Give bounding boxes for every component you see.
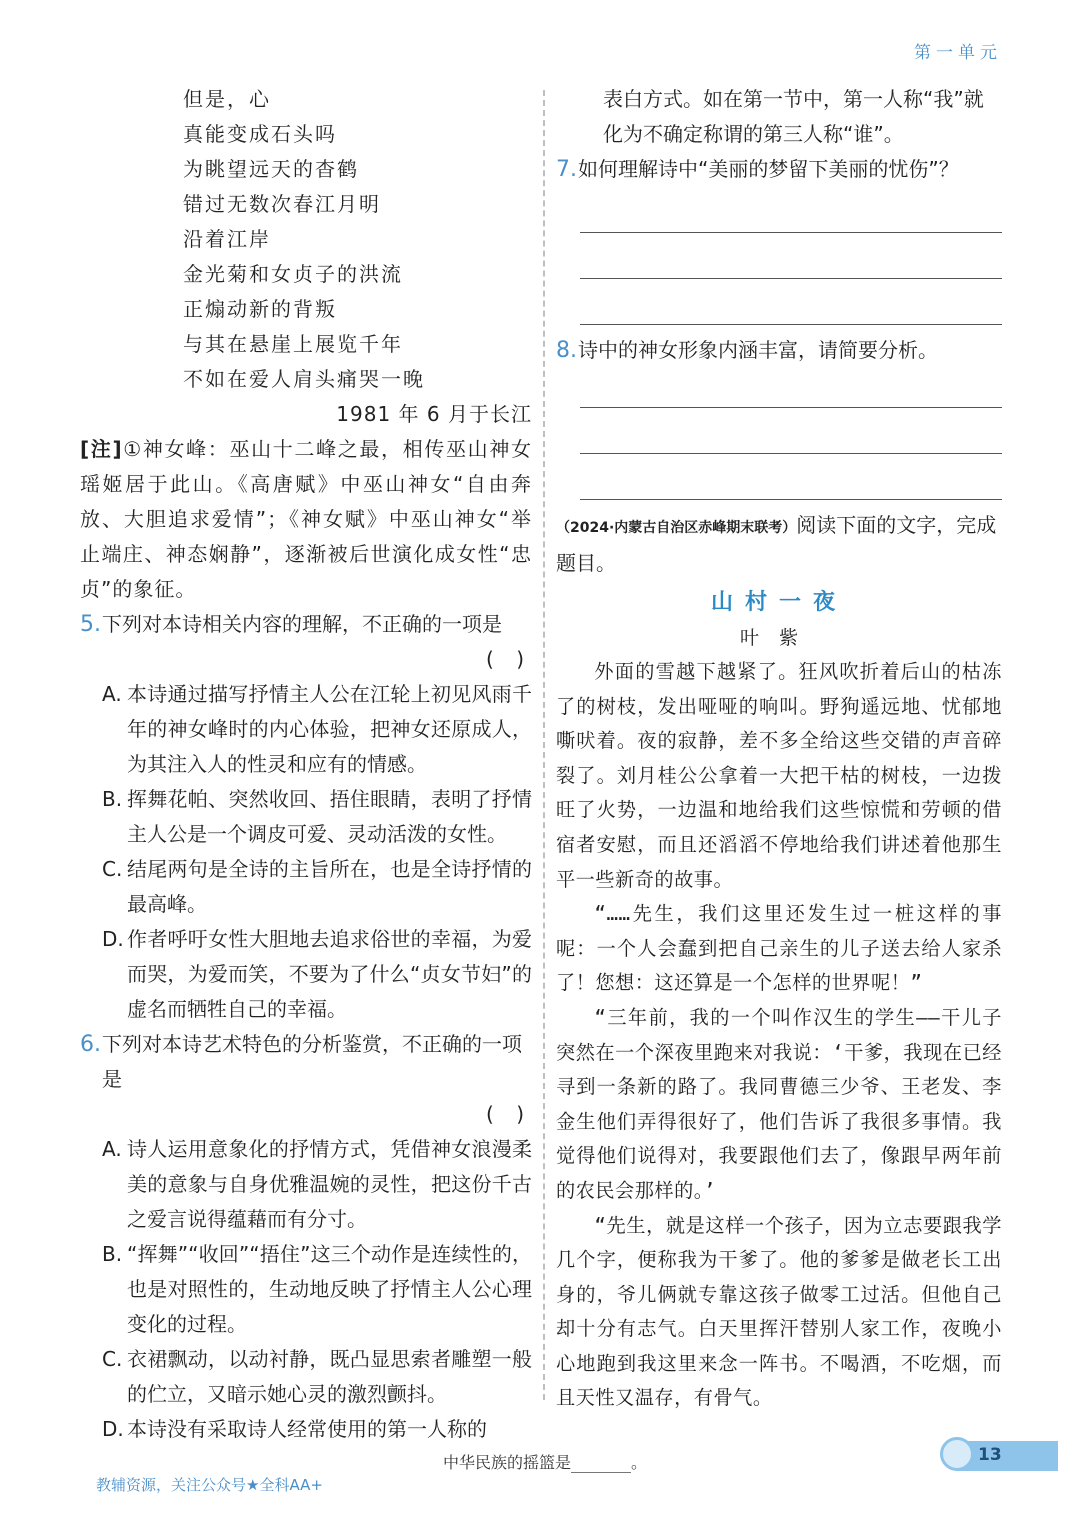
article-paragraph: “……先生，我们这里还发生过一桩这样的事呢：一个人会蠢到把自己亲生的儿子送去给人家杀了！您想：这还算是一个怎样的世界呢！” bbox=[556, 902, 1002, 995]
motto-blank[interactable] bbox=[571, 1472, 631, 1473]
option-c[interactable] bbox=[80, 852, 532, 922]
option-text: 结尾两句是全诗的主旨所在，也是全诗抒情的最高峰。 bbox=[127, 857, 532, 916]
option-a[interactable] bbox=[80, 677, 532, 782]
annotation-text: ①神女峰：巫山十二峰之最，相传巫山神女瑶姬居于此山。《高唐赋》中巫山神女“自由奔放、大胆追求爱情”；《神女赋》中巫山神女“举止端庄、神态娴静”，逐渐被后世演化成女性“忠贞”的象征。 bbox=[80, 437, 532, 601]
option-label: C. bbox=[102, 1347, 123, 1371]
poem-line: 沿着江岸 bbox=[183, 227, 271, 251]
option-text: 挥舞花帕、突然收回、捂住眼睛，表明了抒情主人公是一个调皮可爱、灵动活泼的女性。 bbox=[127, 787, 532, 846]
article-title: 山村一夜 bbox=[710, 590, 847, 615]
question-8 bbox=[556, 333, 1002, 368]
unit-header: 第一单元 bbox=[914, 43, 1002, 63]
question-5 bbox=[80, 607, 532, 642]
poem-line: 不如在爱人肩头痛哭一晚 bbox=[183, 367, 425, 391]
answer-bracket[interactable]: ( ) bbox=[486, 647, 532, 671]
option-d[interactable] bbox=[80, 922, 532, 1027]
option-text: 本诗没有采取诗人经常使用的第一人称的 bbox=[127, 1417, 487, 1441]
option-text: “挥舞”“收回”“捂住”这三个动作是连续性的，也是对照性的，生动地反映了抒情主人公心理变化的过程。 bbox=[127, 1242, 532, 1336]
option-text: 本诗通过描写抒情主人公在江轮上初见风雨千年的神女峰时的内心体验，把神女还原成人，为其注入人的性灵和应有的情感。 bbox=[127, 682, 532, 776]
option-label: B. bbox=[102, 1242, 123, 1266]
poem-line: 与其在悬崖上展览千年 bbox=[183, 332, 403, 356]
answer-line[interactable] bbox=[580, 277, 1002, 279]
question-number: 6. bbox=[80, 1032, 101, 1057]
article-author: 叶紫 bbox=[739, 627, 818, 649]
answer-line[interactable] bbox=[580, 498, 1002, 500]
option-label: D. bbox=[102, 1417, 124, 1441]
option-label: D. bbox=[102, 927, 124, 951]
question-stem: 诗中的神女形象内涵丰富，请简要分析。 bbox=[578, 338, 938, 362]
motto-text: 中华民族的摇篮是 bbox=[443, 1453, 572, 1472]
option-label: A. bbox=[102, 682, 122, 706]
option-b[interactable] bbox=[80, 1237, 532, 1342]
poem-line: 金光菊和女贞子的洪流 bbox=[183, 262, 403, 286]
poem-line: 为眺望远天的杳鹤 bbox=[183, 157, 359, 181]
page-circle-icon bbox=[940, 1437, 974, 1471]
answer-line[interactable] bbox=[580, 323, 1002, 325]
answer-lines-8[interactable] bbox=[556, 368, 1002, 500]
option-label: B. bbox=[102, 787, 123, 811]
option-text: 作者呼吁女性大胆地去追求俗世的幸福，为爱而哭，为爱而笑，不要为了什么“贞女节妇”的虚名而牺牲自己的幸福。 bbox=[127, 927, 532, 1021]
page-number: 13 bbox=[978, 1445, 1002, 1465]
answer-line[interactable] bbox=[580, 231, 1002, 233]
question-stem: 下列对本诗艺术特色的分析鉴赏，不正确的一项是 bbox=[102, 1032, 522, 1091]
option-label: A. bbox=[102, 1137, 122, 1161]
option-d-continuation: 表白方式。如在第一节中，第一人称“我”就化为不确定称谓的第三人称“谁”。 bbox=[603, 87, 984, 146]
question-number: 8. bbox=[556, 338, 577, 363]
option-text: 衣裙飘动，以动衬静，既凸显思索者雕塑一般的伫立，又暗示她心灵的激烈颤抖。 bbox=[127, 1347, 532, 1406]
option-text: 诗人运用意象化的抒情方式，凭借神女浪漫柔美的意象与自身优雅温婉的灵性，把这份千古之爱言说得蕴藉而有分寸。 bbox=[127, 1137, 532, 1231]
article-paragraph: “三年前，我的一个叫作汉生的学生——干儿子突然在一个深夜里跑来对我说：‘干爹，我现在已经寻到一条新的路了。我同曹德三少爷、王老发、李金生他们弄得很好了，他们告诉了我很多事情。我觉得他们说得对，我要跟他们去了，像跟早两年前的农民会那样的。’ bbox=[556, 1005, 1002, 1202]
option-label: C. bbox=[102, 857, 123, 881]
option-c[interactable] bbox=[80, 1342, 532, 1412]
article-paragraph: “先生，就是这样一个孩子，因为立志要跟我学几个字，便称我为干爹了。他的爹爹是做老长工出身的，爷儿俩就专靠这孩子做零工过活。但他自己却十分有志气。白天里挥汗替别人家工作，夜晚小心地跑到我这里来念一阵书。不喝酒，不吃烟，而且天性又温存，有骨气。 bbox=[556, 1213, 1002, 1410]
poem-date: 1981 年 6 月于长江 bbox=[336, 402, 532, 426]
question-6 bbox=[80, 1027, 532, 1097]
right-column bbox=[556, 82, 1002, 1416]
left-column bbox=[80, 82, 532, 1447]
answer-line[interactable] bbox=[580, 452, 1002, 454]
poem-line: 真能变成石头吗 bbox=[183, 122, 337, 146]
column-divider bbox=[543, 90, 545, 1400]
annotation bbox=[80, 432, 532, 607]
poem-tail bbox=[80, 82, 532, 432]
option-a[interactable] bbox=[80, 1132, 532, 1237]
option-d[interactable] bbox=[80, 1412, 532, 1447]
option-b[interactable] bbox=[80, 782, 532, 852]
poem-line: 错过无数次春江月明 bbox=[183, 192, 381, 216]
article-paragraph: 外面的雪越下越紧了。狂风吹折着后山的枯冻了的树枝，发出哑哑的响叫。野狗遥远地、忧郁地嘶吠着。夜的寂静，差不多全给这些交错的声音碎裂了。刘月桂公公拿着一大把干枯的树枝，一边拨旺了火势，一边温和地给我们这些惊慌和劳顿的借宿者安慰，而且还滔滔不停地给我们讲述着他那生平一些新奇的故事。 bbox=[556, 660, 1002, 891]
footer-motto: 中华民族的摇篮是 。 bbox=[443, 1453, 648, 1472]
question-stem: 如何理解诗中“美丽的梦留下美丽的忧伤”？ bbox=[578, 157, 959, 181]
annotation-tag: [注] bbox=[80, 437, 123, 461]
source-tag: （2024·内蒙古自治区赤峰期末联考） bbox=[556, 520, 797, 536]
reading-instruction: 阅读下面的文字，完成题目。 bbox=[556, 513, 997, 575]
footer-promo: 教辅资源，关注公众号★全科AA+ bbox=[96, 1476, 323, 1494]
answer-bracket[interactable]: ( ) bbox=[486, 1102, 532, 1126]
question-number: 5. bbox=[80, 612, 101, 637]
poem-line: 但是，心 bbox=[183, 87, 271, 111]
question-7 bbox=[556, 152, 1002, 187]
question-stem: 下列对本诗相关内容的理解，不正确的一项是 bbox=[102, 612, 502, 636]
poem-line: 正煽动新的背叛 bbox=[183, 297, 337, 321]
question-number: 7. bbox=[556, 157, 577, 182]
reading-source bbox=[556, 508, 1002, 581]
answer-line[interactable] bbox=[580, 406, 1002, 408]
answer-lines-7[interactable] bbox=[556, 187, 1002, 325]
